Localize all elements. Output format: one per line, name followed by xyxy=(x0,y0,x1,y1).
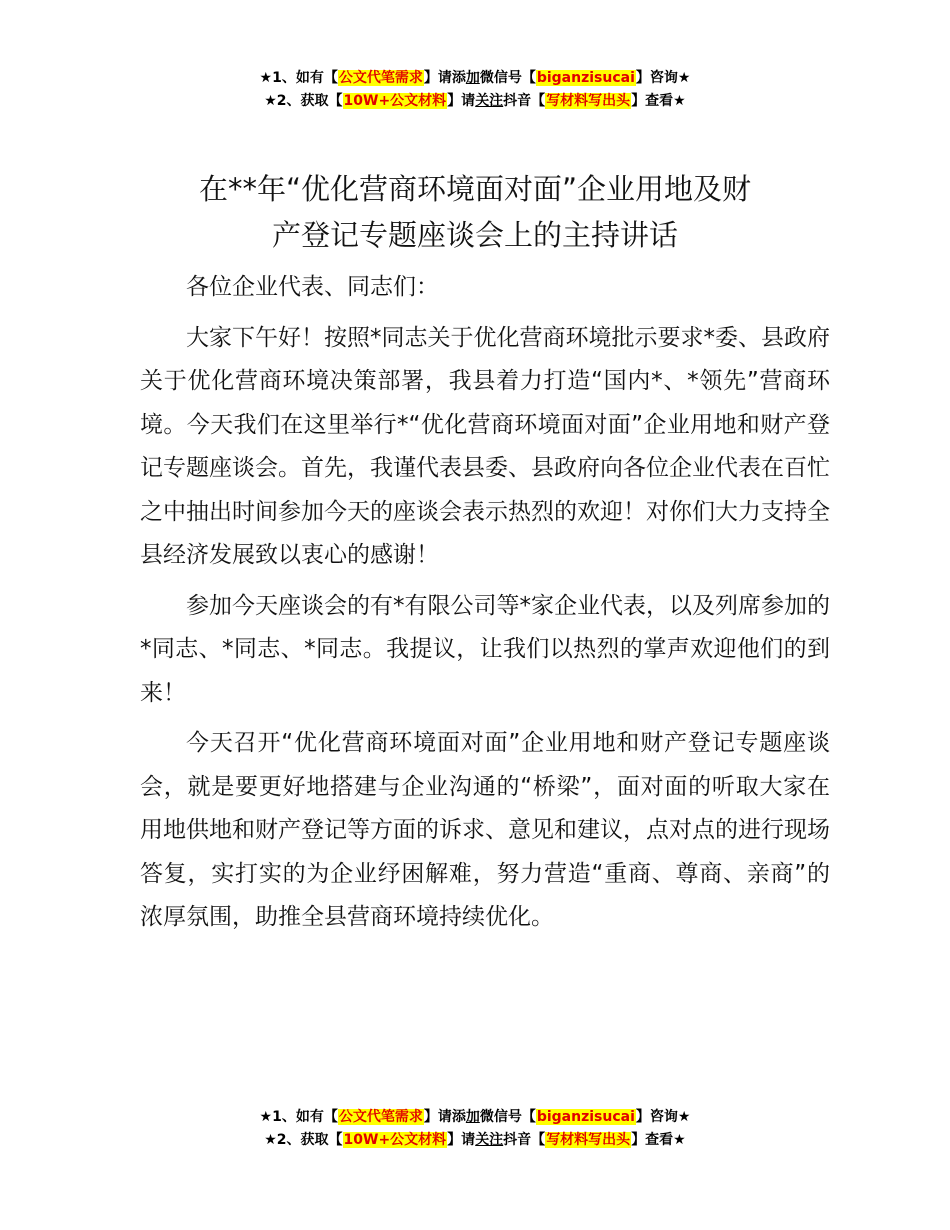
banner-highlight: 10W+公文材料 xyxy=(343,1132,447,1148)
document-title xyxy=(130,166,820,258)
banner-underlined: 加 xyxy=(465,1109,480,1125)
banner-text: 微信号【 xyxy=(479,70,536,86)
title-line-1: 在**年“优化营商环境面对面”企业用地及财 xyxy=(198,172,752,206)
body-paragraph: 大家下午好！按照*同志关于优化营商环境批示要求*委、县政府关于优化营商环境决策部署，我县着力打造“国内*、*领先”营商环境。今天我们在这里举行*“优化营商环境面对面”企业用地和财产登记专题座谈会。首先，我谨代表县委、县政府向各位企业代表在百忙之中抽出时间参加今天的座谈会表示热烈的欢迎！对你们大力支持全县经济发展致以衷心的感谢！ xyxy=(140,324,830,568)
header-banner xyxy=(0,67,950,113)
banner-line-1 xyxy=(0,1106,950,1129)
banner-text: ★1、如有【 xyxy=(259,1109,338,1125)
banner-text: ★2、获取【 xyxy=(264,93,343,109)
banner-text: 】请 xyxy=(447,1132,476,1148)
banner-text: 】查看★ xyxy=(631,93,686,109)
banner-underlined: 加 xyxy=(465,70,480,86)
banner-highlight: 公文代笔需求 xyxy=(338,1109,423,1125)
banner-line-2 xyxy=(0,1129,950,1152)
banner-text: 】咨询★ xyxy=(635,70,691,86)
banner-line-2 xyxy=(0,90,950,113)
banner-text: 】请添 xyxy=(423,70,466,86)
douyin-id: 写材料写出头 xyxy=(546,1132,631,1148)
banner-text: 】咨询★ xyxy=(635,1109,691,1125)
banner-underlined: 关注 xyxy=(475,1132,504,1148)
salutation: 各位企业代表、同志们： xyxy=(186,274,439,300)
banner-text: 微信号【 xyxy=(479,1109,536,1125)
banner-text: 抖音【 xyxy=(503,93,546,109)
title-line-2: 产登记专题座谈会上的主持讲话 xyxy=(271,218,678,252)
wechat-id: biganzisucai xyxy=(536,1109,635,1125)
body-paragraph: 参加今天座谈会的有*有限公司等*家企业代表，以及列席参加的*同志、*同志、*同志。我提议，让我们以热烈的掌声欢迎他们的到来！ xyxy=(140,592,830,706)
body-paragraph: 今天召开“优化营商环境面对面”企业用地和财产登记专题座谈会，就是要更好地搭建与企业沟通的“桥梁”，面对面的听取大家在用地供地和财产登记等方面的诉求、意见和建议，点对点的进行现场答复，实打实的为企业纾困解难，努力营造“重商、尊商、亲商”的浓厚氛围，助推全县营商环境持续优化。 xyxy=(140,730,830,930)
banner-text: 】请添 xyxy=(423,1109,466,1125)
footer-banner xyxy=(0,1106,950,1152)
wechat-id: biganzisucai xyxy=(536,70,635,86)
douyin-id: 写材料写出头 xyxy=(546,93,631,109)
banner-text: ★2、获取【 xyxy=(264,1132,343,1148)
banner-highlight: 公文代笔需求 xyxy=(338,70,423,86)
banner-underlined: 关注 xyxy=(475,93,504,109)
banner-text: ★1、如有【 xyxy=(259,70,338,86)
banner-highlight: 10W+公文材料 xyxy=(343,93,447,109)
banner-line-1 xyxy=(0,67,950,90)
banner-text: 】请 xyxy=(447,93,476,109)
document-body xyxy=(140,266,830,947)
banner-text: 抖音【 xyxy=(503,1132,546,1148)
banner-text: 】查看★ xyxy=(631,1132,686,1148)
